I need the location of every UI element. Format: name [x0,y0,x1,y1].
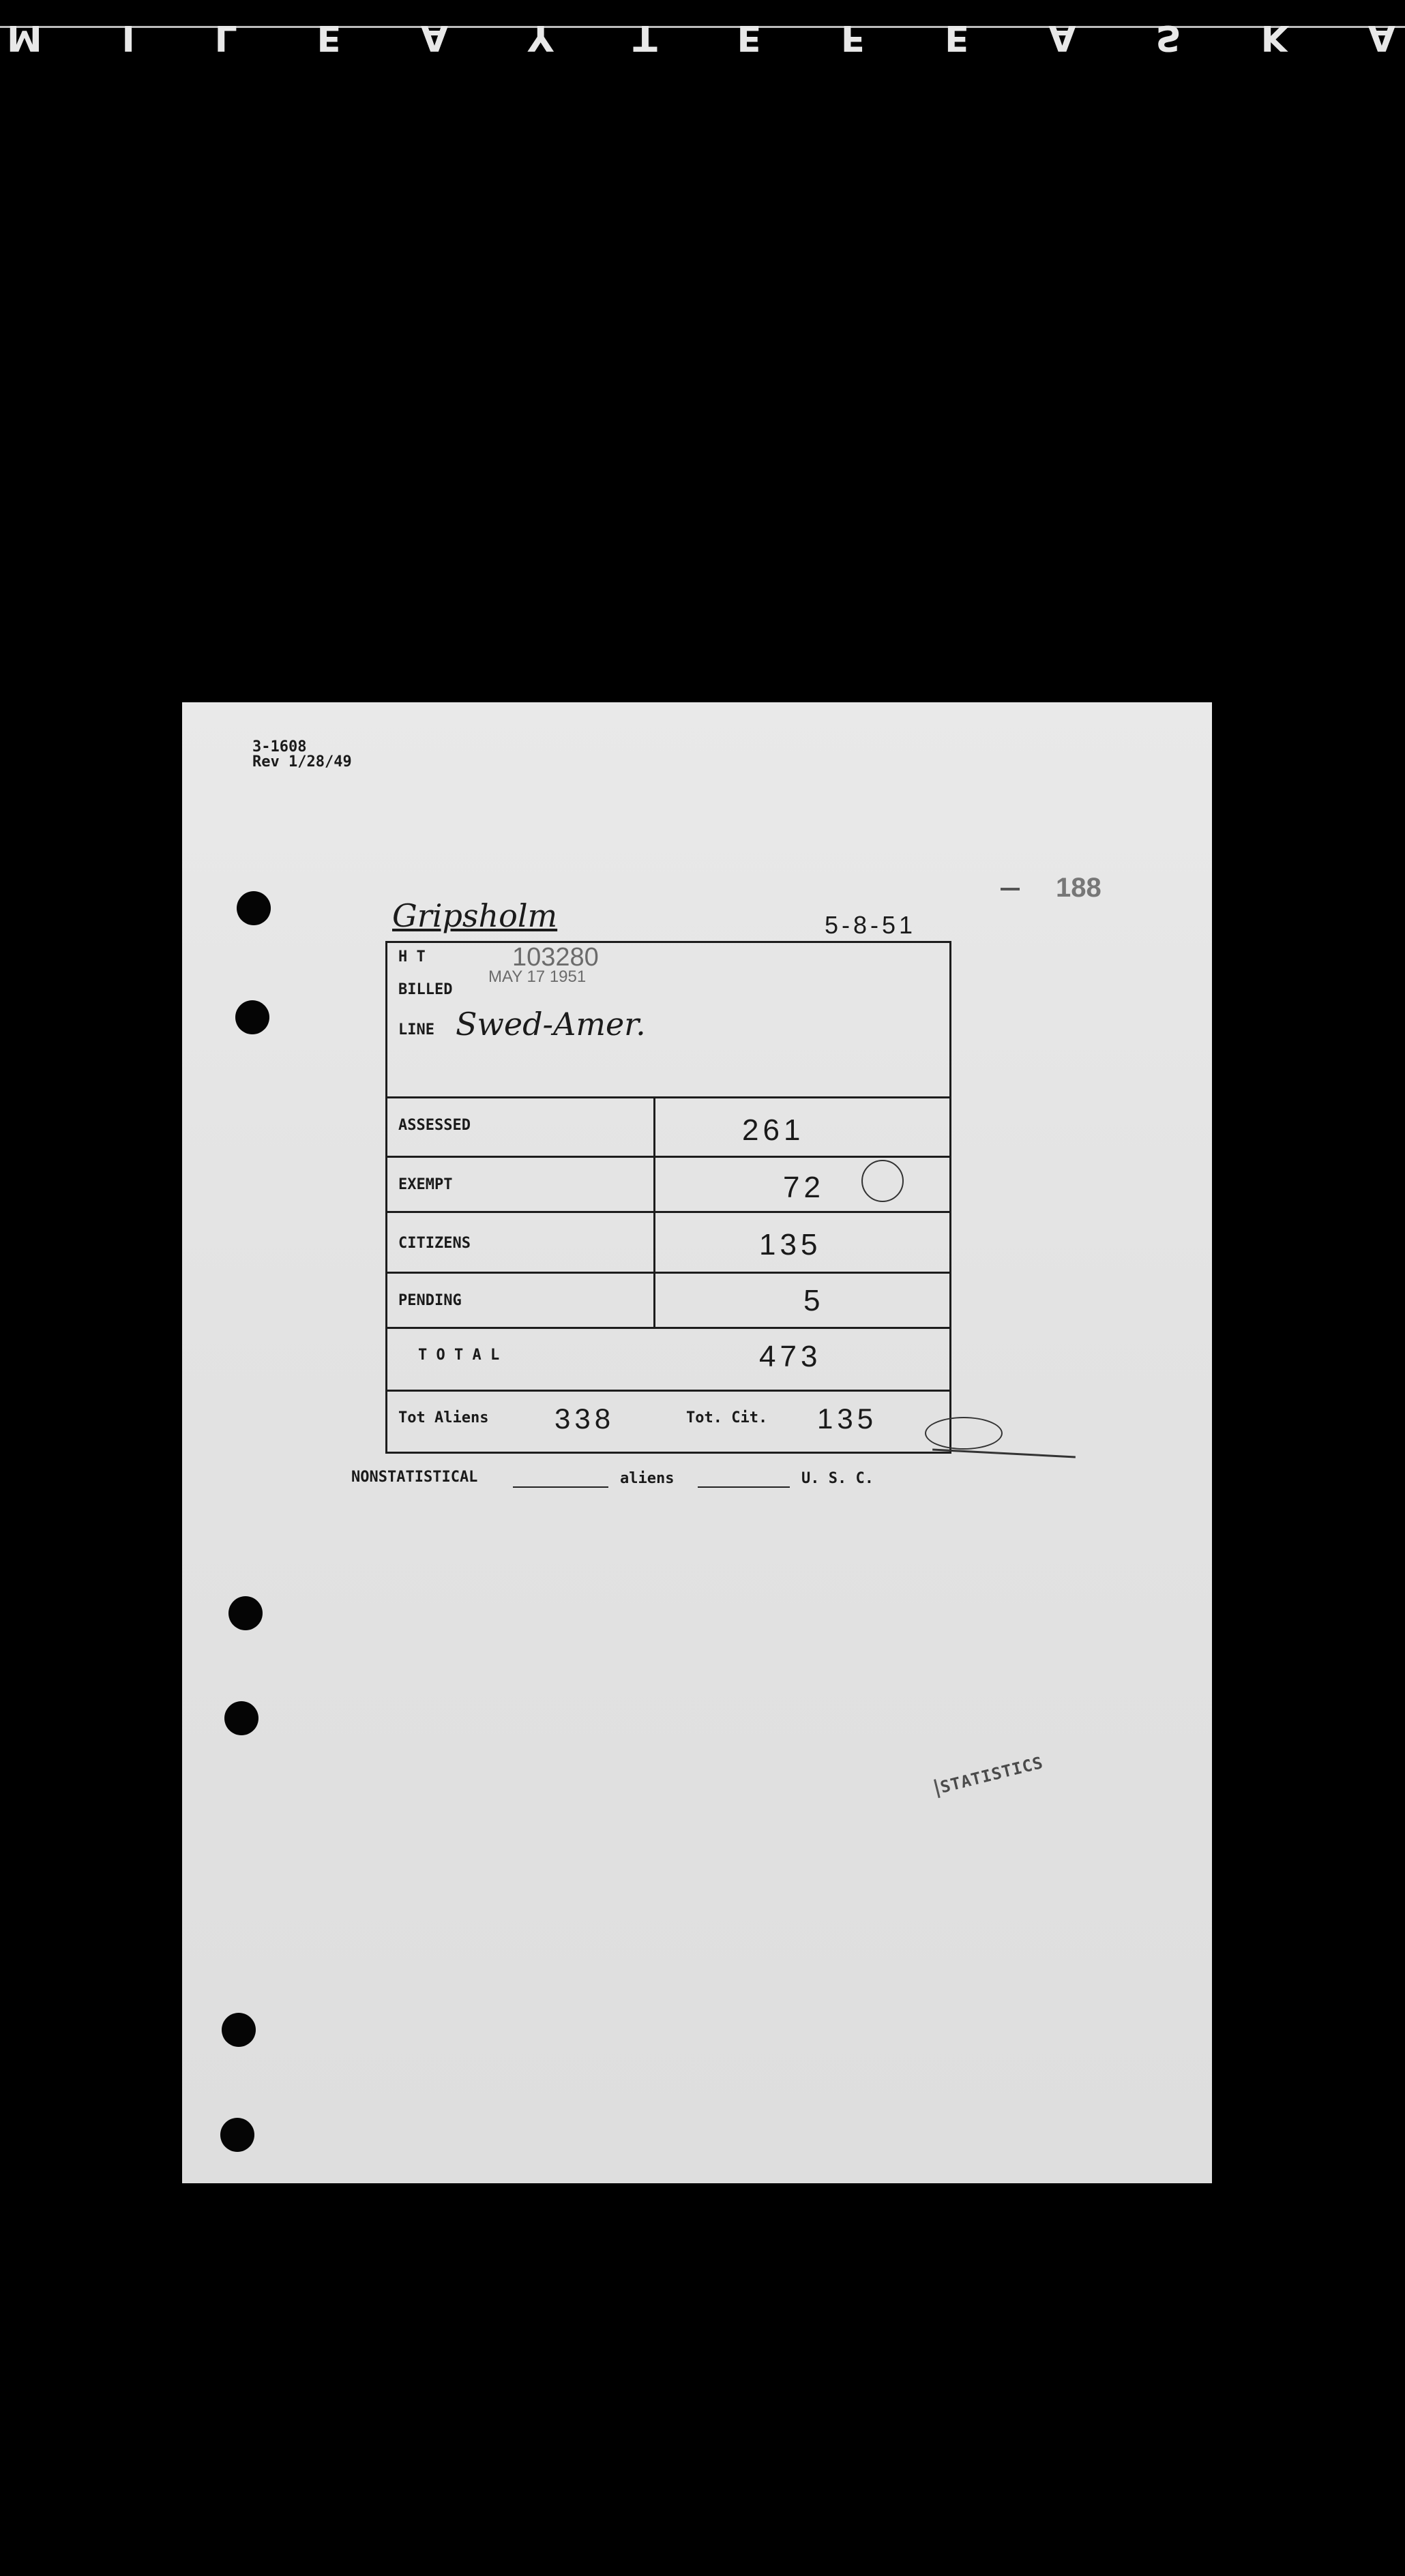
form-revision: Rev 1/28/49 [252,753,352,770]
pending-value: 5 [803,1284,825,1317]
form-number: 3-1608 [252,738,307,755]
billed-label: BILLED [398,981,453,998]
pending-label: PENDING [398,1292,462,1309]
banner-letter: A [1367,17,1398,58]
row-divider [387,1156,949,1158]
punch-hole [235,1000,269,1034]
punch-hole [228,1596,263,1630]
banner-letter: A [1048,17,1079,58]
aliens-blank [698,1486,790,1488]
nonstatistical-label: NONSTATISTICAL [351,1469,478,1486]
record-form [385,941,951,1454]
tot-cit-label: Tot. Cit. [686,1409,768,1426]
banner-letter: Y [527,17,557,58]
ship-name: Gripsholm [392,897,558,934]
banner-letter: T [633,17,660,58]
initials-underline [932,1449,1076,1458]
nonstatistical-blank [513,1486,608,1488]
total-label: T O T A L [418,1347,500,1364]
column-divider [653,1098,655,1328]
row-divider [387,1327,949,1329]
document-page [182,702,1212,2183]
banner-letter: E [316,17,344,58]
banner-letter: K [1260,17,1291,58]
banner-letter: F [840,17,868,58]
banner-letter: I [121,17,138,58]
line-value: Swed-Amer. [456,1006,646,1043]
assessed-value: 261 [742,1113,805,1147]
assessed-label: ASSESSED [398,1117,471,1134]
tot-cit-value: 135 [817,1403,878,1435]
banner-letter: L [214,17,240,58]
banner-letter: S [1155,17,1184,58]
banner-letter: E [737,17,765,58]
banner-letter: A [420,17,452,58]
billed-stamp-date: MAY 17 1951 [488,968,587,986]
banner-letter: M [7,17,45,58]
usc-label: U. S. C. [801,1470,874,1487]
stamp-tick-mark [1001,888,1020,890]
row-divider [387,1390,949,1392]
initials-mark [925,1417,1003,1450]
billed-stamp-number: 103280 [512,943,599,972]
citizens-value: 135 [759,1228,822,1261]
aliens-label: aliens [620,1470,675,1487]
row-divider [387,1096,949,1098]
row-divider [387,1272,949,1274]
banner-text [0,14,1405,61]
punch-hole [237,891,271,925]
line-label: LINE [398,1021,434,1038]
banner-letter: E [945,17,972,58]
ht-label: H T [398,948,426,965]
exempt-circle-mark [861,1160,904,1202]
exempt-value: 72 [783,1171,825,1204]
citizens-label: CITIZENS [398,1235,471,1252]
row-divider [387,1211,949,1213]
punch-hole [224,1701,258,1735]
total-value: 473 [759,1340,822,1373]
tot-aliens-label: Tot Aliens [398,1409,489,1426]
statistics-stamp: STATISTICS [934,1753,1045,1798]
punch-hole [222,2013,256,2047]
film-banner [0,0,1405,58]
page-stamp-number: 188 [1056,873,1101,903]
form-date: 5-8-51 [825,911,917,939]
tot-aliens-value: 338 [554,1403,615,1435]
punch-hole [220,2118,254,2152]
exempt-label: EXEMPT [398,1176,453,1193]
